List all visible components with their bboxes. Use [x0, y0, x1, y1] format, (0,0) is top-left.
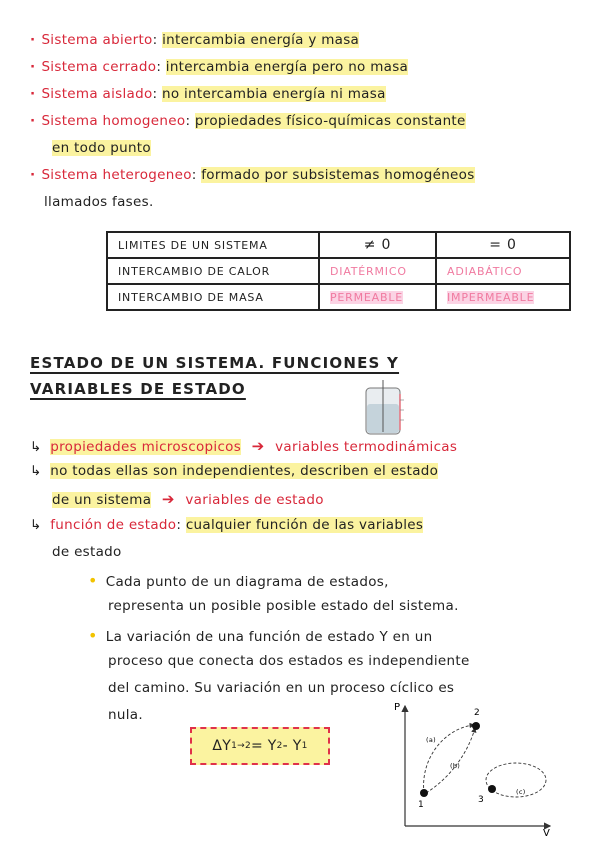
- point-label: 2: [474, 708, 481, 718]
- definition-heterogeneous: formado por subsistemas homogéneos: [201, 167, 475, 183]
- point-label: 1: [418, 800, 425, 810]
- path-label: (a): [426, 736, 436, 744]
- table-cell: IMPERMEABLE: [436, 284, 570, 310]
- path-label: (c): [516, 788, 526, 796]
- beaker-icon: [356, 380, 416, 438]
- table-cell: ADIABÁTICO: [436, 258, 570, 284]
- bullet-icon: •: [88, 571, 98, 590]
- system-homogeneous: · Sistema homogeneo: propiedades físico-químicas constante: [30, 113, 466, 129]
- section-heading-line1: ESTADO DE UN SISTEMA. FUNCIONES Y: [30, 354, 400, 372]
- subpoint-2: • La variación de una función de estado Y en un: [88, 626, 433, 645]
- corner-arrow-icon: ↳: [30, 463, 42, 479]
- subpoint-2-cont1: proceso que conecta dos estados es independiente: [108, 653, 470, 669]
- table-header-cell: = 0: [436, 232, 570, 258]
- state-function-formula: ΔY 1→2 = Y 2 - Y 1: [190, 727, 330, 765]
- table-cell: PERMEABLE: [319, 284, 436, 310]
- system-isolated: · Sistema aislado: no intercambia energía ni masa: [30, 86, 386, 102]
- section-heading-line2: VARIABLES DE ESTADO: [30, 380, 246, 398]
- subpoint-1: • Cada punto de un diagrama de estados,: [88, 571, 389, 590]
- corner-arrow-icon: ↳: [30, 517, 42, 533]
- system-heterogeneous: · Sistema heterogeneo: formado por subsistemas homogéneos: [30, 167, 475, 183]
- subpoint-2-cont2: del camino. Su variación en un proceso cíclico es: [108, 680, 455, 696]
- point-2-mark: [472, 722, 480, 730]
- term-closed: Sistema cerrado: [41, 59, 157, 75]
- point-1-mark: [420, 789, 428, 797]
- right-arrow-icon: ➔: [161, 490, 175, 508]
- table-header-cell: ≠ 0: [319, 232, 436, 258]
- table-row: [107, 258, 570, 284]
- x-axis-label: V: [543, 828, 551, 838]
- subpoint-1-cont: representa un posible posible estado del sistema.: [108, 598, 459, 614]
- y-axis-label: P: [394, 702, 401, 713]
- corner-arrow-icon: ↳: [30, 439, 42, 455]
- table-row: [107, 284, 570, 310]
- bullet-icon: •: [88, 626, 98, 645]
- point-3: ↳ función de estado: cualquier función de las variables: [30, 517, 424, 533]
- definition-homogeneous: propiedades físico-químicas constante: [194, 113, 466, 129]
- point-label: 3: [478, 795, 485, 805]
- point-3-mark: [488, 785, 496, 793]
- table-row: [107, 232, 570, 258]
- point-1: ↳ propiedades microscopicos ➔ variables termodinámicas: [30, 437, 458, 455]
- subpoint-2-cont3: nula.: [108, 707, 143, 723]
- point-3-cont: de estado: [52, 544, 122, 560]
- pv-diagram: [390, 698, 565, 838]
- table-header-cell: LIMITES DE UN SISTEMA: [107, 232, 319, 258]
- limits-table: [106, 231, 571, 311]
- system-closed: · Sistema cerrado: intercambia energía pero no masa: [30, 59, 409, 75]
- system-heterogeneous-cont: llamados fases.: [44, 194, 154, 210]
- term-heterogeneous: Sistema heterogeneo: [41, 167, 192, 183]
- term-open: Sistema abierto: [41, 32, 153, 48]
- term-homogeneous: Sistema homogeneo: [41, 113, 186, 129]
- table-cell: INTERCAMBIO DE MASA: [107, 284, 319, 310]
- definition-isolated: no intercambia energía ni masa: [161, 86, 386, 102]
- term-isolated: Sistema aislado: [41, 86, 153, 102]
- system-homogeneous-cont: en todo punto: [52, 140, 151, 156]
- table-cell: DIATÉRMICO: [319, 258, 436, 284]
- point-2-cont: de un sistema ➔ variables de estado: [52, 490, 324, 508]
- definition-open: intercambia energía y masa: [162, 32, 360, 48]
- point-2: ↳ no todas ellas son independientes, describen el estado: [30, 463, 439, 479]
- path-label: (b): [450, 762, 461, 770]
- definition-closed: intercambia energía pero no masa: [165, 59, 409, 75]
- right-arrow-icon: ➔: [251, 437, 265, 455]
- system-open: · Sistema abierto: intercambia energía y masa: [30, 32, 360, 48]
- table-cell: INTERCAMBIO DE CALOR: [107, 258, 319, 284]
